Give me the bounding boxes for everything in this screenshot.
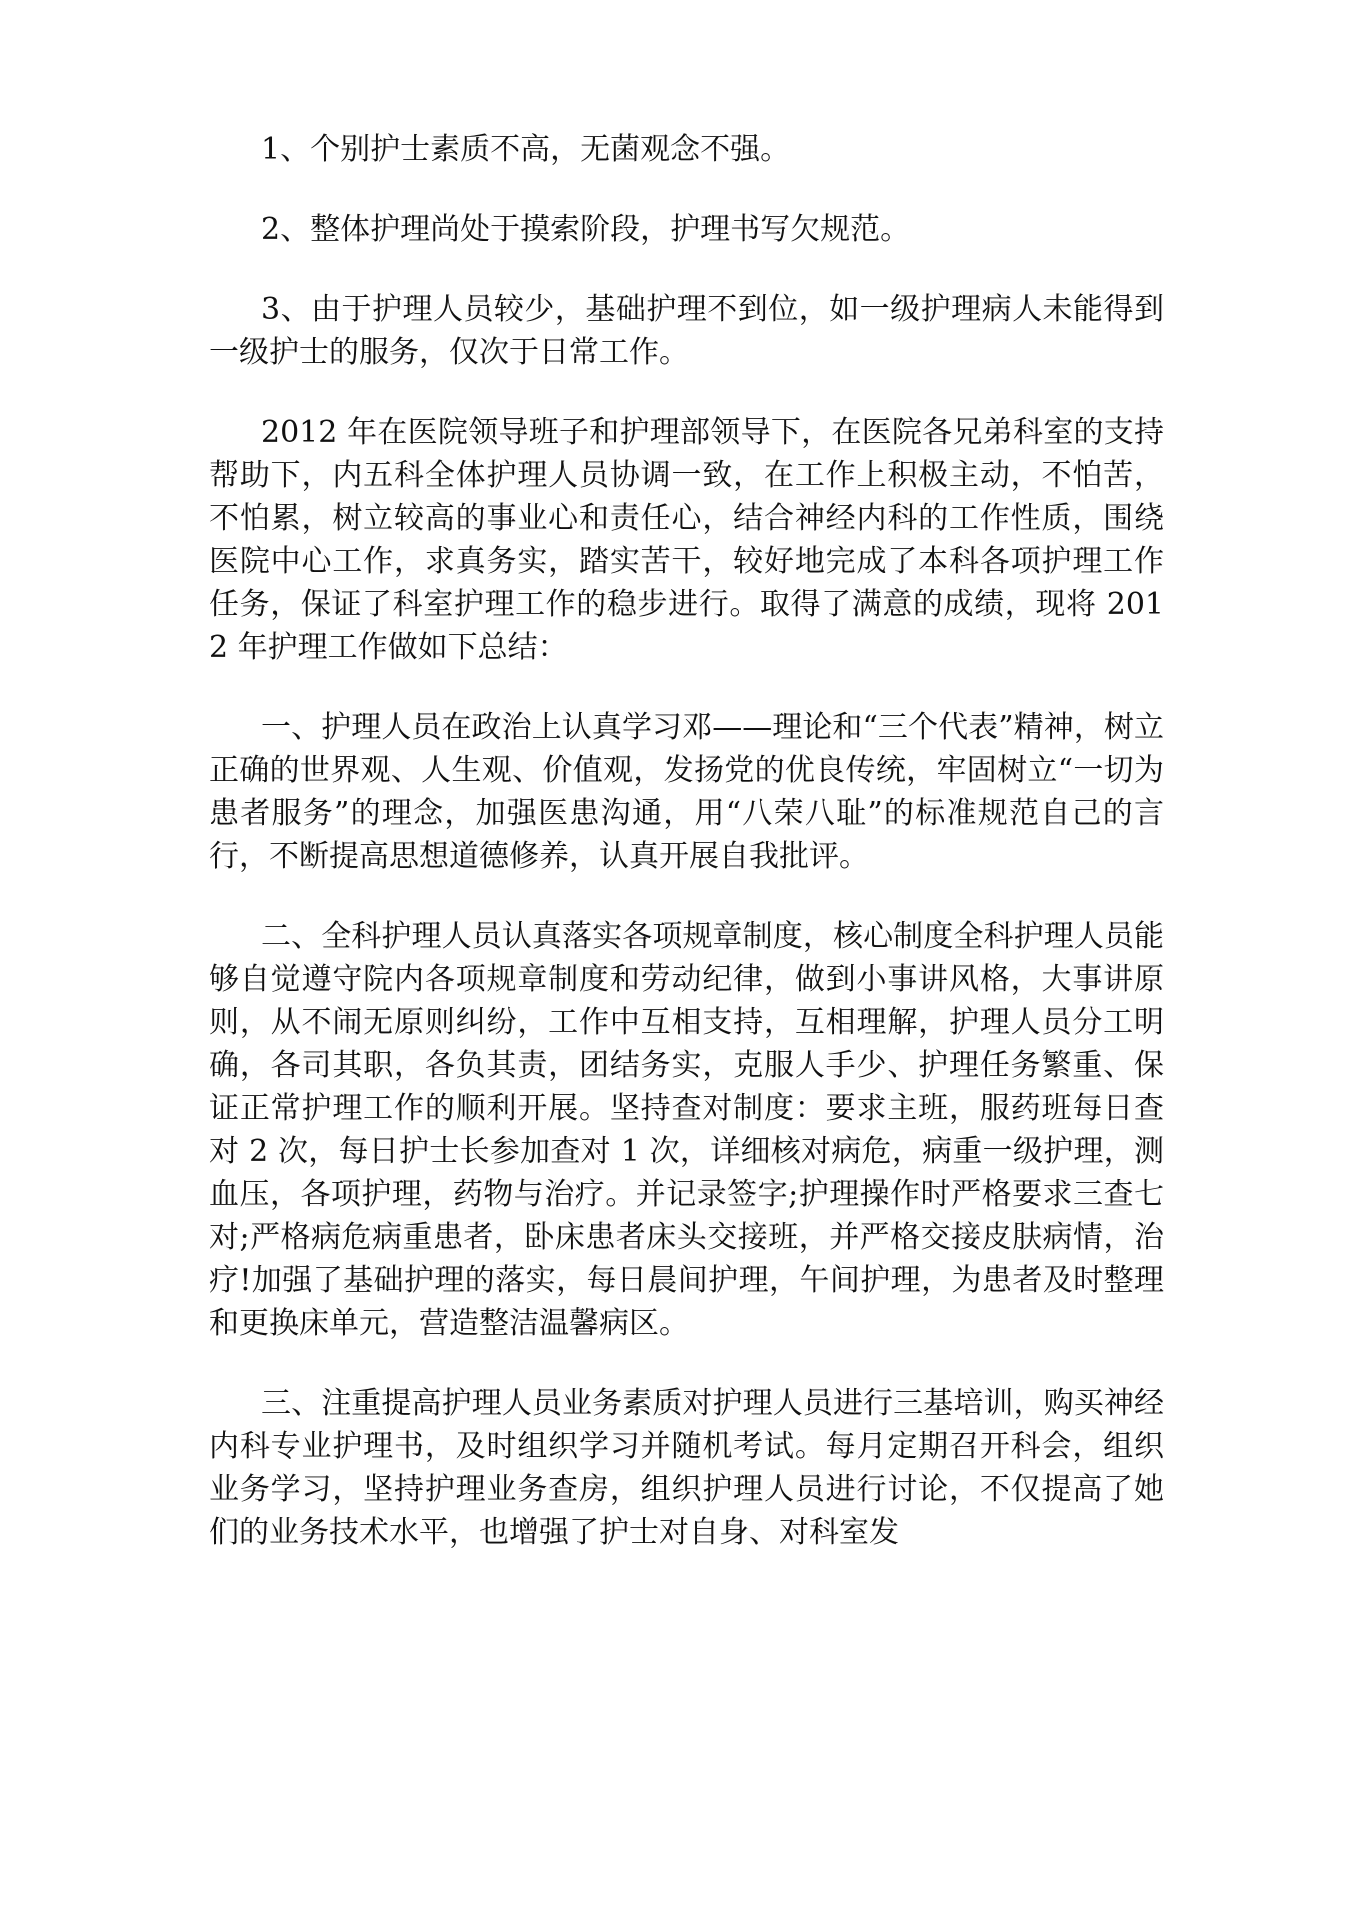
paragraph-summary-intro: 2012 年在医院领导班子和护理部领导下，在医院各兄弟科室的支持帮助下，内五科全体护理人员协调一致，在工作上积极主动，不怕苦，不怕累，树立较高的事业心和责任心，结合神经内科的工作性质，围绕医院中心工作，求真务实，踏实苦干，较好地完成了本科各项护理工作任务，保证了科室护理工作的稳步进行。取得了满意的成绩，现将 2012 年护理工作做如下总结： [209,415,1164,665]
paragraph-item-2: 2、整体护理尚处于摸索阶段，护理书写欠规范。 [261,212,911,247]
paragraph-item-1: 1、个别护士素质不高，无菌观念不强。 [261,132,791,167]
paragraph-item-3: 3、由于护理人员较少，基础护理不到位，如一级护理病人未能得到一级护士的服务，仅次于日常工作。 [209,292,1164,370]
paragraph-section-3: 三、注重提高护理人员业务素质对护理人员进行三基培训，购买神经内科专业护理书，及时组织学习并随机考试。每月定期召开科会，组织业务学习，坚持护理业务查房，组织护理人员进行讨论，不仅提高了她们的业务技术水平，也增强了护士对自身、对科室发 [209,1386,1164,1550]
paragraph-section-1: 一、护理人员在政治上认真学习邓——理论和“三个代表”精神，树立正确的世界观、人生观、价值观，发扬党的优良传统，牢固树立“一切为患者服务”的理念，加强医患沟通，用“八荣八耻”的标准规范自己的言行，不断提高思想道德修养，认真开展自我批评。 [209,710,1164,874]
paragraph-section-2: 二、全科护理人员认真落实各项规章制度，核心制度全科护理人员能够自觉遵守院内各项规章制度和劳动纪律，做到小事讲风格，大事讲原则，从不闹无原则纠纷，工作中互相支持，互相理解，护理人员分工明确，各司其职，各负其责，团结务实，克服人手少、护理任务繁重、保证正常护理工作的顺利开展。坚持查对制度：要求主班，服药班每日查对 2 次，每日护士长参加查对 1 次，详细核对病危，病重一级护理，测血压，各项护理，药物与治疗。并记录签字;护理操作时严格要求三查七对;严格病危病重患者，卧床患者床头交接班，并严格交接皮肤病情，治疗!加强了基础护理的落实，每日晨间护理，午间护理，为患者及时整理和更换床单元，营造整洁温馨病区。 [209,919,1164,1341]
document-body [209,128,1164,1591]
